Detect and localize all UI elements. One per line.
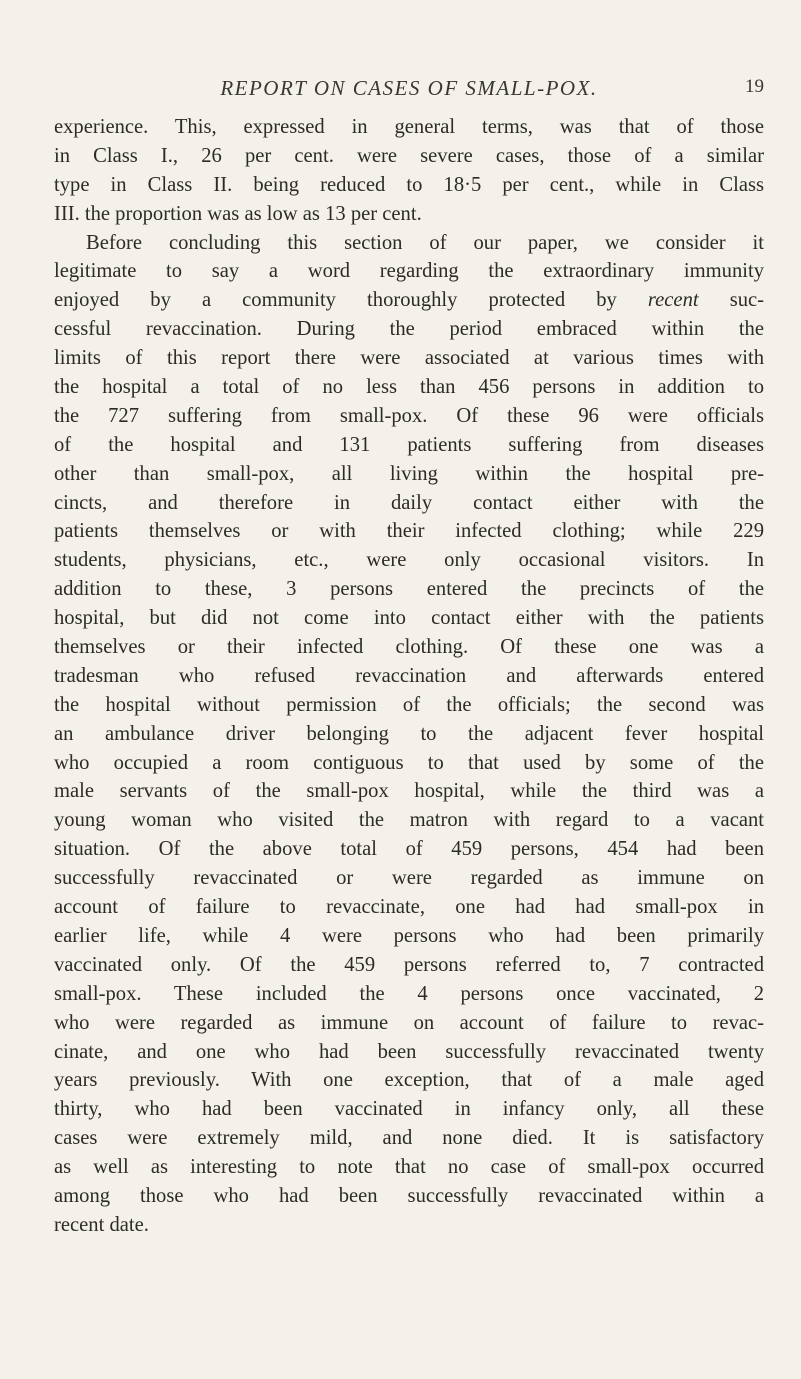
text-line: account of failure to revaccinate, one had had small-pox in — [54, 896, 764, 919]
text-line: male servants of the small-pox hospital, while the third was a — [54, 780, 764, 803]
text-line: tradesman who refused revaccination and afterwards entered — [54, 664, 764, 687]
text-line: experience. This, expressed in general terms, was that of those — [54, 116, 764, 138]
text-line: young woman who visited the matron with regard to a vacant — [54, 809, 764, 832]
text-line: thirty, who had been vaccinated in infancy only, all these — [54, 1098, 764, 1121]
text-line: limits of this report there were associated at various times with — [54, 347, 764, 370]
text-line: years previously. With one exception, that of a male aged — [54, 1069, 764, 1092]
text-line: themselves or their infected clothing. Of these one was a — [54, 636, 764, 659]
paragraph-start-line: Before concluding this section of our paper, we consider it — [86, 231, 764, 254]
italic-emphasis: recent — [647, 289, 699, 312]
text-line: other than small-pox, all living within the hospital pre- — [54, 462, 764, 485]
text-line: cessful revaccination. During the period embraced within the — [54, 318, 764, 341]
text-line: an ambulance driver belonging to the adjacent fever hospital — [54, 722, 764, 745]
text-line: students, physicians, etc., were only occasional visitors. In — [54, 549, 764, 572]
text-line: recent date. — [54, 1213, 149, 1236]
text-line: cinate, and one who had been successfully revaccinated twenty — [54, 1040, 764, 1063]
text-line: situation. Of the above total of 459 persons, 454 had been — [54, 838, 764, 861]
text-line: the hospital without permission of the officials; the second was — [54, 693, 764, 716]
text-line: III. the proportion was as low as 13 per cent. — [54, 202, 422, 225]
text-line: the hospital a total of no less than 456 persons in addition to — [54, 376, 764, 399]
body-text — [54, 113, 764, 1240]
text-span: suc- — [729, 289, 764, 312]
text-span: enjoyed by a community thoroughly protected by — [54, 289, 617, 312]
page-header — [54, 76, 764, 106]
text-line: legitimate to say a word regarding the extraordinary immunity — [54, 260, 764, 283]
text-line: hospital, but did not come into contact either with the patients — [54, 607, 764, 630]
text-line: earlier life, while 4 were persons who had been primarily — [54, 924, 764, 947]
text-line: of the hospital and 131 patients suffering from diseases — [54, 433, 764, 456]
text-line: as well as interesting to note that no case of small-pox occurred — [54, 1156, 764, 1179]
text-line: cincts, and therefore in daily contact either with the — [54, 491, 764, 514]
text-line: among those who had been successfully revaccinated within a — [54, 1184, 764, 1207]
text-line: who occupied a room contiguous to that used by some of the — [54, 751, 764, 774]
text-line — [54, 286, 764, 315]
page-number: 19 — [745, 76, 764, 97]
text-line: who were regarded as immune on account of failure to revac- — [54, 1011, 764, 1034]
text-line: the 727 suffering from small-pox. Of these 96 were officials — [54, 404, 764, 427]
text-line: type in Class II. being reduced to 18·5 per cent., while in Class — [54, 173, 764, 196]
text-line: patients themselves or with their infected clothing; while 229 — [54, 520, 764, 543]
text-line: cases were extremely mild, and none died. It is satisfactory — [54, 1127, 764, 1150]
text-line: successfully revaccinated or were regarded as immune on — [54, 867, 764, 890]
text-line: in Class I., 26 per cent. were severe cases, those of a similar — [54, 144, 764, 167]
running-head: REPORT ON CASES OF SMALL-POX. — [220, 76, 598, 100]
text-line: addition to these, 3 persons entered the precincts of the — [54, 578, 764, 601]
text-line: small-pox. These included the 4 persons once vaccinated, 2 — [54, 982, 764, 1005]
text-line: vaccinated only. Of the 459 persons referred to, 7 contracted — [54, 953, 764, 976]
